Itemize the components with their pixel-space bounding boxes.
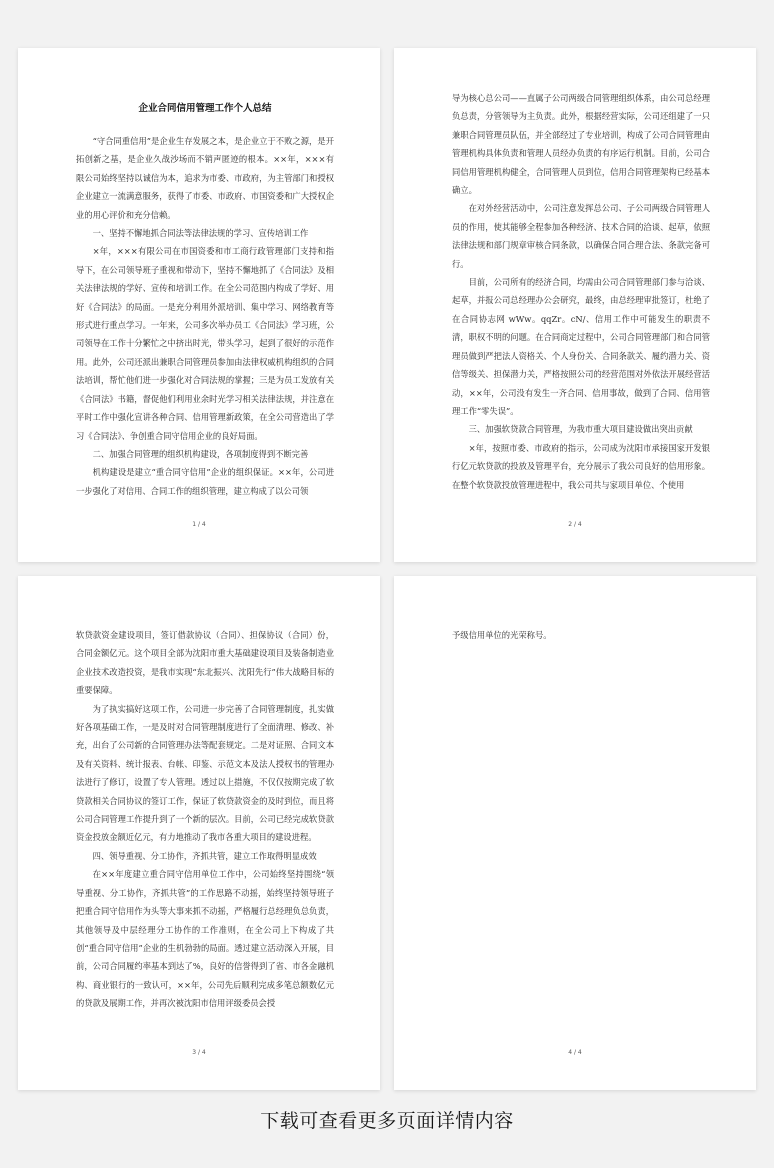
paragraph: ×年，×××有限公司在市国资委和市工商行政管理部门支持和指导下，在公司领导班子重视和带动下，坚持不懈地抓了《合同法》及相关法律法规的学好、宣传和培训工作。在全公司范围内构成了学好、用好《合同法》的局面。一是充分利用外派培训、集中学习、网络教育等形式进行重点学习。一年来，公司多次举办员工《合同法》学习班，公司领导在工作十分繁忙之中挤出时光，带头学习，起到了很好的示范作用。此外，公司还派出兼职合同管理员参加由法律权威机构组织的合同法培训，帮忙他们进一步强化对合同法规的掌握；三是为员工发放有关《合同法》书籍，督促他们利用业余时光学习相关法律法规，并注意在平时工作中强化宣讲各种合同、信用管理新政策，在全公司营造出了学习《合同法》、争创重合同守信用企业的良好局面。: [76, 246, 334, 441]
paragraph: 在××年度建立重合同守信用单位工作中，公司始终坚持围绕“领导重视、分工协作，齐抓共管”的工作思路不动摇，始终坚持领导班子把重合同守信用作为头等大事来抓不动摇，严格履行总经理负总负责，其他领导及中层经理分工协作的工作准则，在全公司上下构成了共创“重合同守信用”企业的生机勃勃的局面。透过建立活动深入开展，目前，公司合同履约率基本到达了%，良好的信誉得到了省、市各金融机构、商业银行的一致认可，××年，公司先后顺利完成多笔总额数亿元的贷款及展期工作，并再次被沈阳市信用评级委员会授: [76, 869, 334, 1009]
document-title: 企业合同信用管理工作个人总结: [138, 103, 272, 114]
page-number: 4 / 4: [568, 1049, 582, 1056]
document-page-1: [18, 48, 380, 562]
page-body: [452, 626, 710, 644]
section-heading: 三、加强软贷款合同管理，为我市重大项目建设做出突出贡献: [468, 424, 693, 435]
section-heading: 四、领导重视、分工协作，齐抓共管，建立工作取得明显成效: [92, 850, 317, 861]
page-body: [452, 89, 710, 494]
page-number: 2 / 4: [568, 521, 582, 528]
document-page-4: [394, 576, 756, 1090]
paragraph: 予级信用单位的光荣称号。: [452, 630, 552, 640]
paragraph: 软贷款资金建设项目，签订借款协议（合同）、担保协议（合同）份，合同金额亿元。这个项目全部为沈阳市重大基础建设项目及装备制造业企业技术改造投资，是我市实现“东北振兴、沈阳先行”伟大战略目标的重要保障。: [76, 630, 334, 696]
paragraph: 目前，公司所有的经济合同，均需由公司合同管理部门参与洽谈、起草，并报公司总经理办公会研究，最终，由总经理审批签订，杜绝了在合同协志网 wWw。qqZr。cN/、信用工作中可能发生的职责不清，职权不明的问题。在合同商定过程中，公司合同管理部门和合同管理员做到严把法人资格关、个人身份关、合同条款关、履约潜力关、资信等级关、担保潜力关，严格按照公司的经营范围对外依法开展经营活动，××年，公司没有发生一齐合同、信用事故，做到了合同、信用管理工作“零失误”。: [452, 277, 710, 416]
document-page-2: [394, 48, 756, 562]
paragraph: 在对外经营活动中，公司注意发挥总公司、子公司两级合同管理人员的作用，使其能够全程参加各种经济、技术合同的洽谈、起草，依照法律法规和部门规章审核合同条款，以确保合同合理合法、条款完备可行。: [452, 203, 710, 269]
paragraph: 为了执实搞好这项工作，公司进一步完善了合同管理制度，扎实做好各项基础工作，一是及时对合同管理制度进行了全面清理、修改、补充，出台了公司新的合同管理办法等配套规定。二是对证照、合同文本及有关资料、统计报表、台帐、印鉴、示范文本及法人授权书的管理办法进行了修订，设置了专人管理。透过以上措施，不仅仅按期完成了软贷款相关合同协议的签订工作，保证了软贷款资金的及时到位，而且将公司合同管理工作提升到了一个新的层次。目前，公司已经完成软贷款资金投放金额近亿元，有力地推动了我市各重大项目的建设进程。: [76, 703, 334, 843]
section-heading: 一、坚持不懈地抓合同法等法律法规的学习、宣传培训工作: [92, 228, 309, 239]
paragraph: 导为核心总公司——直属子公司两级合同管理组织体系，由公司总经理负总责，分管领导为主负责。此外，根据经营实际，公司还组建了一只兼职合同管理员队伍，并全部经过了专业培训，构成了公司合同管理由管理机构具体负责和管理人员经办负责的有序运行机制。目前，公司合同信用管理机构健全，合同管理人员到位，信用合同管理架构已经基本确立。: [452, 93, 710, 196]
page-body: [76, 100, 334, 500]
document-page-3: [18, 576, 380, 1090]
paragraph: 机构建设是建立“重合同守信用”企业的组织保证。××年，公司进一步强化了对信用、合同工作的组织管理，建立构成了以公司领: [76, 467, 334, 496]
page-number: 1 / 4: [192, 521, 206, 528]
page-number: 3 / 4: [192, 1049, 206, 1056]
paragraph: ×年，按照市委、市政府的指示，公司成为沈阳市承接国家开发银行亿元软贷款的投放及管理平台，充分展示了我公司良好的信用形象。在整个软贷款投放管理进程中，我公司共与家项目单位、个使用: [452, 442, 710, 490]
section-heading: 二、加强合同管理的组织机构建设，各项制度得到不断完善: [92, 448, 309, 459]
page-body: [76, 626, 334, 1013]
download-more-banner[interactable]: 下载可查看更多页面详情内容: [260, 1110, 514, 1132]
paragraph: “守合同重信用”是企业生存发展之本，是企业立于不败之源，是开拓创新之基，是企业久战沙场而不销声匿迹的根本。××年，×××有限公司始终坚持以诚信为本，追求为市委、市政府，为主管部门和授权企业建立一流满意服务，获得了市委、市政府、市国资委和广大授权企业的用心评价和充分信赖。: [76, 136, 334, 220]
